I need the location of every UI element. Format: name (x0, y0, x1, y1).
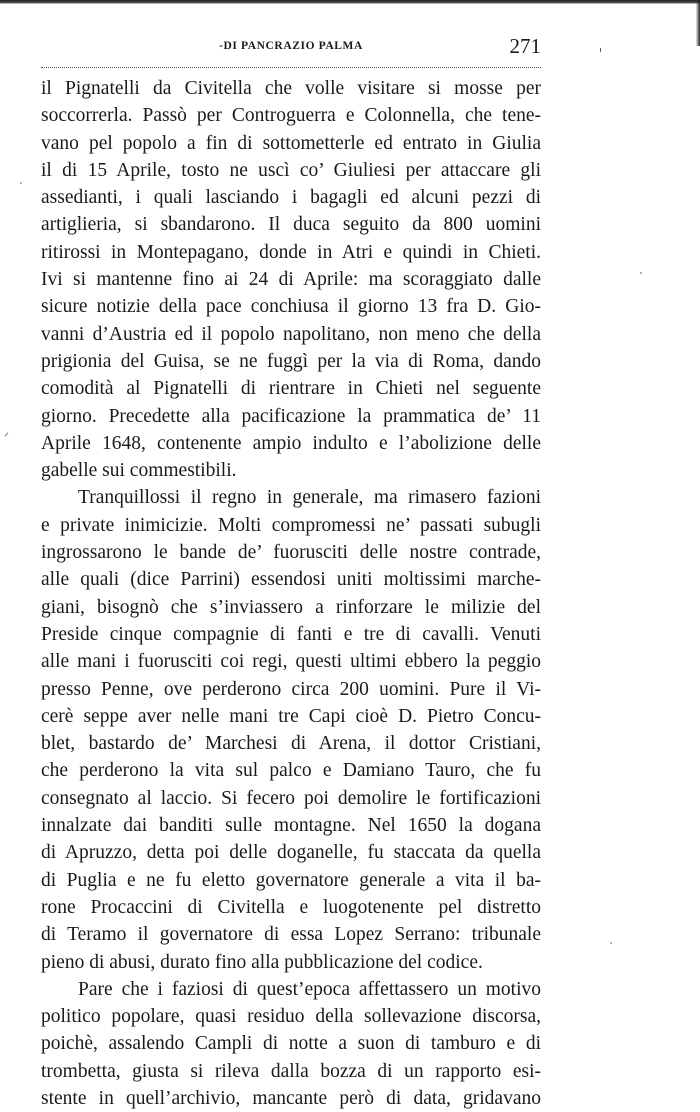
text-line: sicure notizie della pace conchiusa il giorno 13 fra D. Gio- (41, 296, 541, 318)
text-line: innalzate dai banditi sulle montagne. Nel 1650 la dogana (41, 815, 541, 837)
text-line: poichè, assalendo Campli di notte a suon di tamburo e di (41, 1033, 541, 1055)
text-line: pieno di abusi, durato fino alla pubblicazione del codice. (41, 951, 483, 973)
scan-speck (5, 432, 9, 436)
text-line: trombetta, giusta si rileva dalla bozza di un rapporto esi- (41, 1060, 541, 1082)
text-line: gabelle sui commestibili. (41, 460, 237, 482)
text-line: di Teramo il governatore di essa Lopez Serrano: tribunale (41, 924, 541, 946)
header-dotted-rule (41, 67, 541, 68)
text-line: alle mani i fuorusciti coi regi, questi ultimi ebbero la peggio (41, 651, 541, 673)
text-line: il di 15 Aprile, tosto ne uscì co’ Giuliesi per attaccare gli (41, 159, 541, 181)
page-top-edge-shadow (0, 0, 700, 4)
text-line: prigionia del Guisa, se ne fuggì per la via di Roma, dando (41, 350, 541, 372)
text-line: comodità al Pignatelli di rientrare in Chieti nel seguente (41, 378, 541, 400)
text-line: vanni d’Austria ed il popolo napolitano, non meno che della (41, 323, 541, 345)
text-line: Pare che i faziosi di quest’epoca affettassero un motivo (78, 978, 541, 1000)
scan-speck (600, 48, 601, 52)
text-line: e private inimicizie. Molti compromessi ne’ passati subugli (41, 514, 541, 536)
body-text (41, 75, 541, 1112)
text-line: Preside cinque compagnie di fanti e tre di cavalli. Venuti (41, 623, 541, 645)
text-line: di Apruzzo, detta poi delle doganelle, fu staccata da quella (41, 842, 541, 864)
text-line: artiglieria, si sbandarono. Il duca seguito da 800 uomini (41, 214, 541, 236)
text-line: soccorrerla. Passò per Controguerra e Colonnella, che tene- (41, 105, 541, 127)
paragraph (41, 484, 541, 975)
scan-speck (640, 272, 642, 274)
text-line: il Pignatelli da Civitella che volle visitare si mosse per (41, 78, 541, 99)
scan-speck (610, 942, 612, 944)
text-line: giani, bisognò che s’inviassero a rinforzare le milizie del (41, 596, 541, 618)
page-number: 271 (509, 34, 541, 58)
text-line: ingrossarono le bande de’ fuorusciti delle nostre contrade, (41, 542, 541, 564)
text-line: di Puglia e ne fu eletto governatore generale a vita il ba- (41, 869, 541, 891)
text-line: cerè seppe aver nelle mani tre Capi cioè D. Pietro Concu- (41, 705, 541, 727)
running-title: -DI PANCRAZIO PALMA (219, 40, 363, 52)
text-line: vano pel popolo a fin di sottometterle ed entrato in Giulia (41, 132, 541, 154)
text-line: Aprile 1648, contenente ampio indulto e l’abolizione delle (41, 432, 541, 454)
page-right-edge-shadow (696, 0, 700, 46)
scan-speck (20, 182, 22, 184)
text-line: blet, bastardo de’ Marchesi di Arena, il dottor Cristiani, (41, 733, 541, 755)
text-line: Ivi si mantenne fino ai 24 di Aprile: ma scoraggiato dalle (41, 269, 541, 291)
text-line: assedianti, i quali lasciando i bagagli ed alcuni pezzi di (41, 187, 541, 209)
text-line: rone Procaccini di Civitella e luogotenente pel distretto (41, 896, 541, 918)
text-line: alle quali (dice Parrini) essendosi uniti moltissimi marche- (41, 569, 541, 591)
text-line: Tranquillossi il regno in generale, ma rimasero fazioni (78, 487, 541, 509)
text-line: giorno. Precedette alla pacificazione la prammatica de’ 11 (41, 405, 541, 427)
text-line: presso Penne, ove perderono circa 200 uomini. Pure il Vi- (41, 678, 541, 700)
text-line: stente in quell’archivio, mancante però di data, gridavano (41, 1087, 541, 1109)
text-line: che perderono la vita sul palco e Damiano Tauro, che fu (41, 760, 541, 782)
page-header (41, 36, 541, 60)
paragraph (41, 75, 541, 484)
text-line: politico popolare, quasi residuo della sollevazione discorsa, (41, 1006, 541, 1028)
paragraph (41, 976, 541, 1112)
text-line: ritirossi in Montepagano, donde in Atri e quindi in Chieti. (41, 241, 541, 263)
text-line: consegnato al laccio. Si fecero poi demolire le fortificazioni (41, 787, 541, 809)
